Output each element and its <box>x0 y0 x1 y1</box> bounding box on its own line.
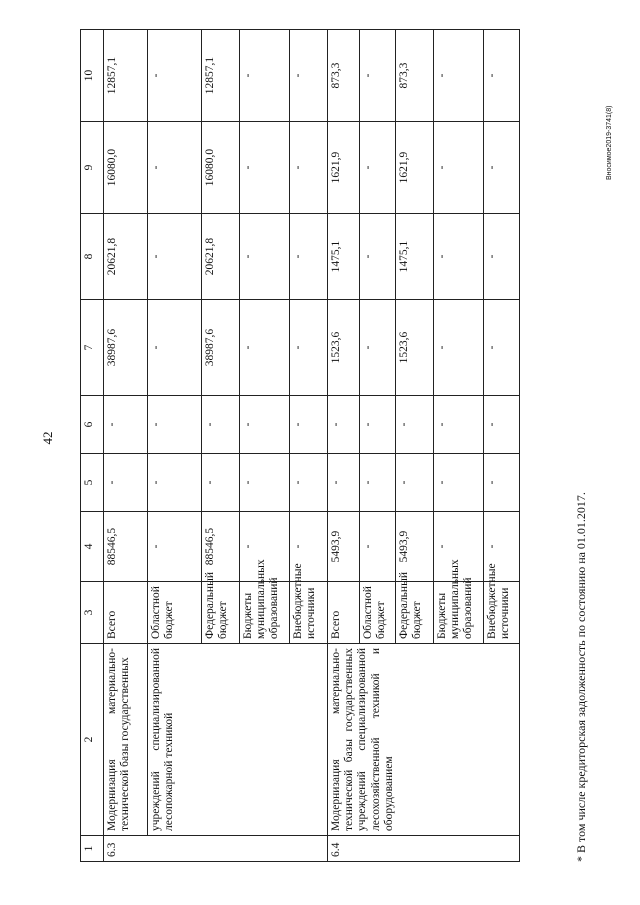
value-cell: - <box>290 396 328 454</box>
value-cell: - <box>148 512 202 582</box>
item-number: 6.3 <box>104 836 328 862</box>
value-cell: - <box>148 122 202 214</box>
funding-source: Всего <box>104 582 148 644</box>
value-cell: 873,3 <box>328 30 360 122</box>
funding-source: Внебюджетные источники <box>484 582 520 644</box>
value-cell: 88546,5 <box>104 512 148 582</box>
value-cell: - <box>148 214 202 300</box>
value-cell: 1621,9 <box>396 122 434 214</box>
value-cell: - <box>360 214 396 300</box>
value-cell: - <box>240 214 290 300</box>
value-cell: - <box>328 396 360 454</box>
header-cell: 6 <box>81 396 104 454</box>
item-title-part2: учреждений специализированной лесопожарной техникой <box>148 644 328 836</box>
value-cell: - <box>484 300 520 396</box>
value-cell: 1523,6 <box>328 300 360 396</box>
value-cell: - <box>360 396 396 454</box>
header-cell: 9 <box>81 122 104 214</box>
funding-table <box>80 29 520 862</box>
value-cell: - <box>290 30 328 122</box>
value-cell: - <box>434 300 484 396</box>
value-cell: - <box>290 214 328 300</box>
value-cell: - <box>360 454 396 512</box>
funding-source: Всего <box>328 582 360 644</box>
value-cell: - <box>148 396 202 454</box>
value-cell: - <box>360 512 396 582</box>
header-cell: 8 <box>81 214 104 300</box>
value-cell: - <box>434 214 484 300</box>
value-cell: 12857,1 <box>202 30 240 122</box>
header-cell: 1 <box>81 836 104 862</box>
value-cell: - <box>328 454 360 512</box>
rotated-page <box>80 30 588 862</box>
value-cell: 16080,0 <box>202 122 240 214</box>
value-cell: - <box>202 454 240 512</box>
value-cell: - <box>104 396 148 454</box>
value-cell: 873,3 <box>396 30 434 122</box>
funding-source: Федеральный бюджет <box>202 582 240 644</box>
value-cell: - <box>434 454 484 512</box>
value-cell: 20621,8 <box>202 214 240 300</box>
funding-source: Областной бюджет <box>148 582 202 644</box>
value-cell: 38987,6 <box>202 300 240 396</box>
value-cell: - <box>202 396 240 454</box>
document-code: Вносимое2019-3741(8) <box>606 105 613 180</box>
value-cell: 5493,9 <box>328 512 360 582</box>
value-cell: 1523,6 <box>396 300 434 396</box>
table-body <box>81 30 520 862</box>
value-cell: - <box>240 396 290 454</box>
funding-source: Бюджеты муниципальных образований <box>434 582 484 644</box>
value-cell: - <box>484 122 520 214</box>
page-number: 42 <box>40 431 55 445</box>
value-cell: - <box>240 300 290 396</box>
value-cell: 1475,1 <box>396 214 434 300</box>
header-cell: 7 <box>81 300 104 396</box>
value-cell: - <box>240 30 290 122</box>
value-cell: - <box>240 454 290 512</box>
value-cell: - <box>290 454 328 512</box>
value-cell: - <box>148 300 202 396</box>
table-row <box>148 30 202 862</box>
value-cell: 5493,9 <box>396 512 434 582</box>
value-cell: - <box>484 512 520 582</box>
value-cell: 1621,9 <box>328 122 360 214</box>
value-cell: - <box>396 454 434 512</box>
value-cell: 20621,8 <box>104 214 148 300</box>
value-cell: - <box>396 396 434 454</box>
item-title-part1: Модернизация материально-технической базы государственных <box>104 644 148 836</box>
footnote: * В том числе кредиторская задолженность по состоянию на 01.01.2017. <box>574 492 588 862</box>
value-cell: 38987,6 <box>104 300 148 396</box>
value-cell: - <box>484 214 520 300</box>
value-cell: - <box>484 454 520 512</box>
value-cell: 16080,0 <box>104 122 148 214</box>
value-cell: - <box>148 30 202 122</box>
value-cell: - <box>148 454 202 512</box>
value-cell: 12857,1 <box>104 30 148 122</box>
value-cell: - <box>484 30 520 122</box>
value-cell: - <box>290 122 328 214</box>
value-cell: - <box>240 512 290 582</box>
item-title: Модернизация материально-технической базы государственных учреждений специализированной лесохозяйственной техникой и оборудованием <box>328 644 520 836</box>
value-cell: - <box>434 122 484 214</box>
value-cell: - <box>484 396 520 454</box>
funding-source: Федеральный бюджет <box>396 582 434 644</box>
value-cell: - <box>290 300 328 396</box>
value-cell: - <box>360 30 396 122</box>
value-cell: 1475,1 <box>328 214 360 300</box>
value-cell: 88546,5 <box>202 512 240 582</box>
header-row <box>81 30 104 862</box>
header-cell: 5 <box>81 454 104 512</box>
funding-source: Областной бюджет <box>360 582 396 644</box>
value-cell: - <box>434 512 484 582</box>
value-cell: - <box>104 454 148 512</box>
value-cell: - <box>240 122 290 214</box>
value-cell: - <box>290 512 328 582</box>
value-cell: - <box>434 396 484 454</box>
header-cell: 3 <box>81 582 104 644</box>
table-row <box>328 30 360 862</box>
header-cell: 10 <box>81 30 104 122</box>
value-cell: - <box>434 30 484 122</box>
funding-source: Бюджеты муниципальных образований <box>240 582 290 644</box>
value-cell: - <box>360 122 396 214</box>
value-cell: - <box>360 300 396 396</box>
table-row <box>104 30 148 862</box>
item-number: 6.4 <box>328 836 520 862</box>
header-cell: 4 <box>81 512 104 582</box>
funding-source: Внебюджетные источники <box>290 582 328 644</box>
header-cell: 2 <box>81 644 104 836</box>
